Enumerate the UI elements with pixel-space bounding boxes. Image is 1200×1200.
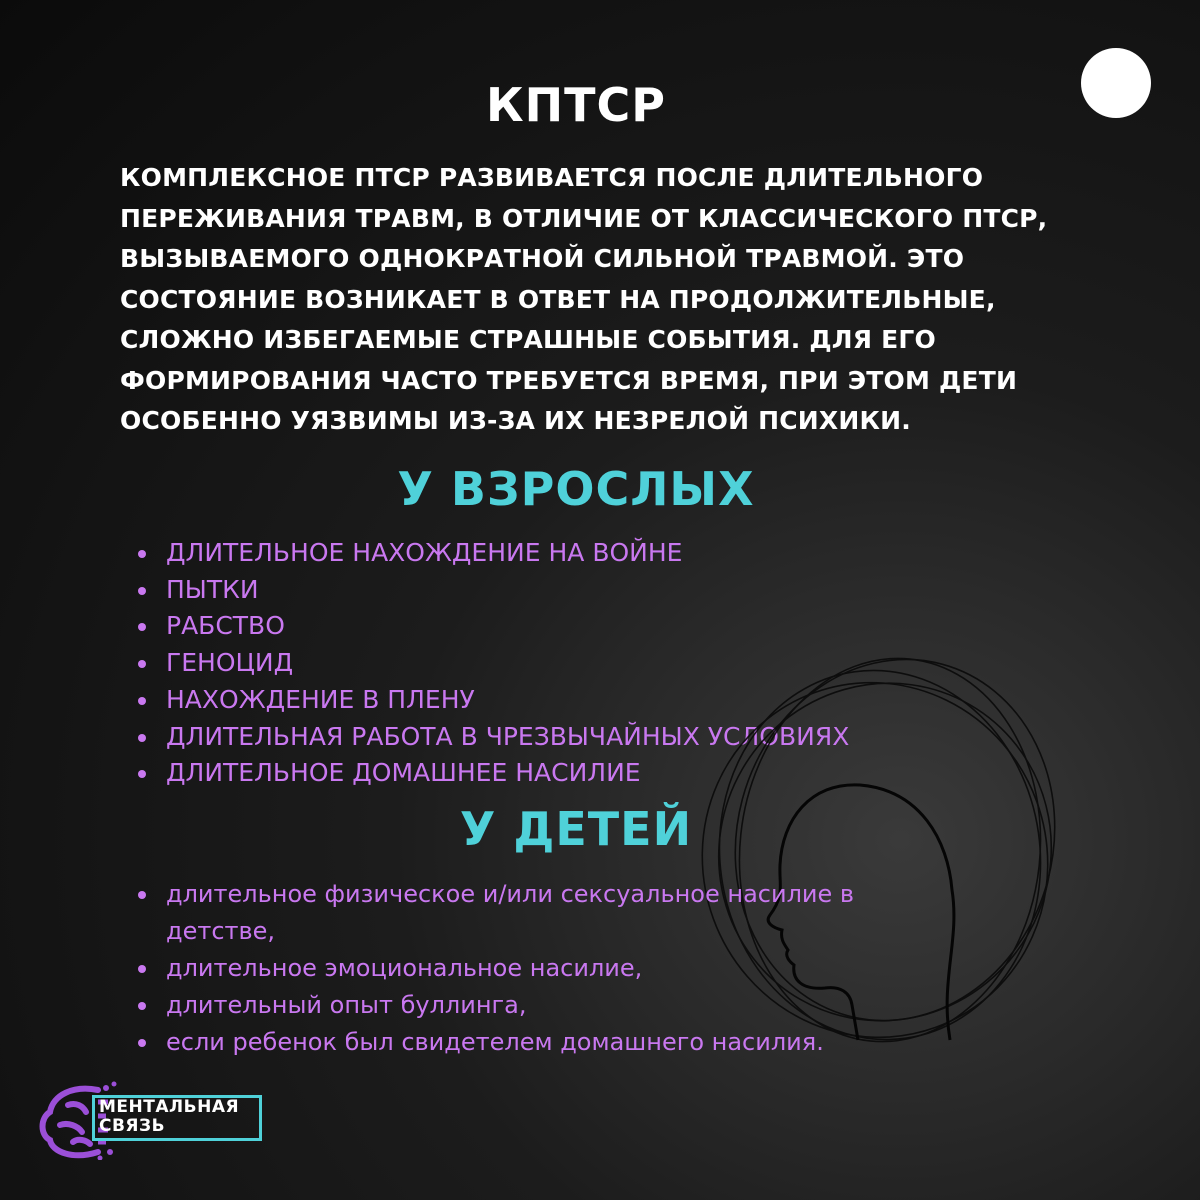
list-item xyxy=(136,987,926,1024)
children-list xyxy=(136,876,926,1061)
bullet-icon xyxy=(138,587,146,595)
list-item-text: ДЛИТЕЛЬНАЯ РАБОТА В ЧРЕЗВЫЧАЙНЫХ УСЛОВИЯХ xyxy=(166,721,850,751)
intro-line: СЛОЖНО ИЗБЕГАЕМЫЕ СТРАШНЫЕ СОБЫТИЯ. ДЛЯ ЕГО xyxy=(120,325,936,354)
intro-line: ФОРМИРОВАНИЯ ЧАСТО ТРЕБУЕТСЯ ВРЕМЯ, ПРИ ЭТОМ ДЕТИ xyxy=(120,365,1018,395)
bullet-icon xyxy=(138,1039,146,1047)
list-item xyxy=(136,876,926,950)
list-item-text: ДЛИТЕЛЬНОЕ НАХОЖДЕНИЕ НА ВОЙНЕ xyxy=(166,538,683,567)
list-item-text: ДЛИТЕЛЬНОЕ ДОМАШНЕЕ НАСИЛИЕ xyxy=(166,758,641,788)
intro-paragraph xyxy=(120,158,1070,442)
intro-line: КОМПЛЕКСНОЕ ПТСР РАЗВИВАЕТСЯ ПОСЛЕ ДЛИТЕЛЬНОГО xyxy=(120,163,984,192)
children-heading: У ДЕТЕЙ xyxy=(459,802,693,856)
bullet-icon xyxy=(138,965,146,973)
list-item xyxy=(136,1024,926,1061)
list-item-text: ГЕНОЦИД xyxy=(166,648,294,678)
list-item-text: длительный опыт буллинга, xyxy=(166,991,527,1019)
adults-heading: У ВЗРОСЛЫХ xyxy=(397,462,755,516)
intro-line: СОСТОЯНИЕ ВОЗНИКАЕТ В ОТВЕТ НА ПРОДОЛЖИТЕЛЬНЫЕ, xyxy=(120,284,996,314)
list-item-text: длительное физическое и/или сексуальное насилие в детстве, xyxy=(166,880,855,945)
bullet-icon xyxy=(138,550,146,558)
bullet-icon xyxy=(138,734,146,742)
bullet-icon xyxy=(138,891,146,899)
list-item-text: если ребенок был свидетелем домашнего насилия. xyxy=(166,1028,824,1056)
list-item xyxy=(136,572,849,609)
bullet-icon xyxy=(138,660,146,668)
list-item-text: длительное эмоциональное насилие, xyxy=(166,954,643,982)
list-item xyxy=(136,535,849,572)
list-item-text: РАБСТВО xyxy=(166,611,285,641)
list-item-text: ПЫТКИ xyxy=(166,574,259,604)
logo-wordmark xyxy=(92,1095,262,1141)
bullet-icon xyxy=(138,770,146,778)
page-title: КПТСР xyxy=(486,78,666,132)
intro-line: ПЕРЕЖИВАНИЯ ТРАВМ, В ОТЛИЧИЕ ОТ КЛАССИЧЕСКОГО ПТСР, xyxy=(120,203,1048,233)
bullet-icon xyxy=(138,623,146,631)
intro-line: ОСОБЕННО УЯЗВИМЫ ИЗ-ЗА ИХ НЕЗРЕЛОЙ ПСИХИКИ. xyxy=(120,406,911,435)
intro-line: ВЫЗЫВАЕМОГО ОДНОКРАТНОЙ СИЛЬНОЙ ТРАВМОЙ. ЭТО xyxy=(120,244,965,273)
list-item-text: НАХОЖДЕНИЕ В ПЛЕНУ xyxy=(166,684,475,714)
logo-line: СВЯЗЬ xyxy=(99,1116,166,1136)
logo-line: МЕНТАЛЬНАЯ xyxy=(99,1097,240,1117)
list-item xyxy=(136,950,926,987)
bullet-icon xyxy=(138,697,146,705)
bullet-icon xyxy=(138,1002,146,1010)
